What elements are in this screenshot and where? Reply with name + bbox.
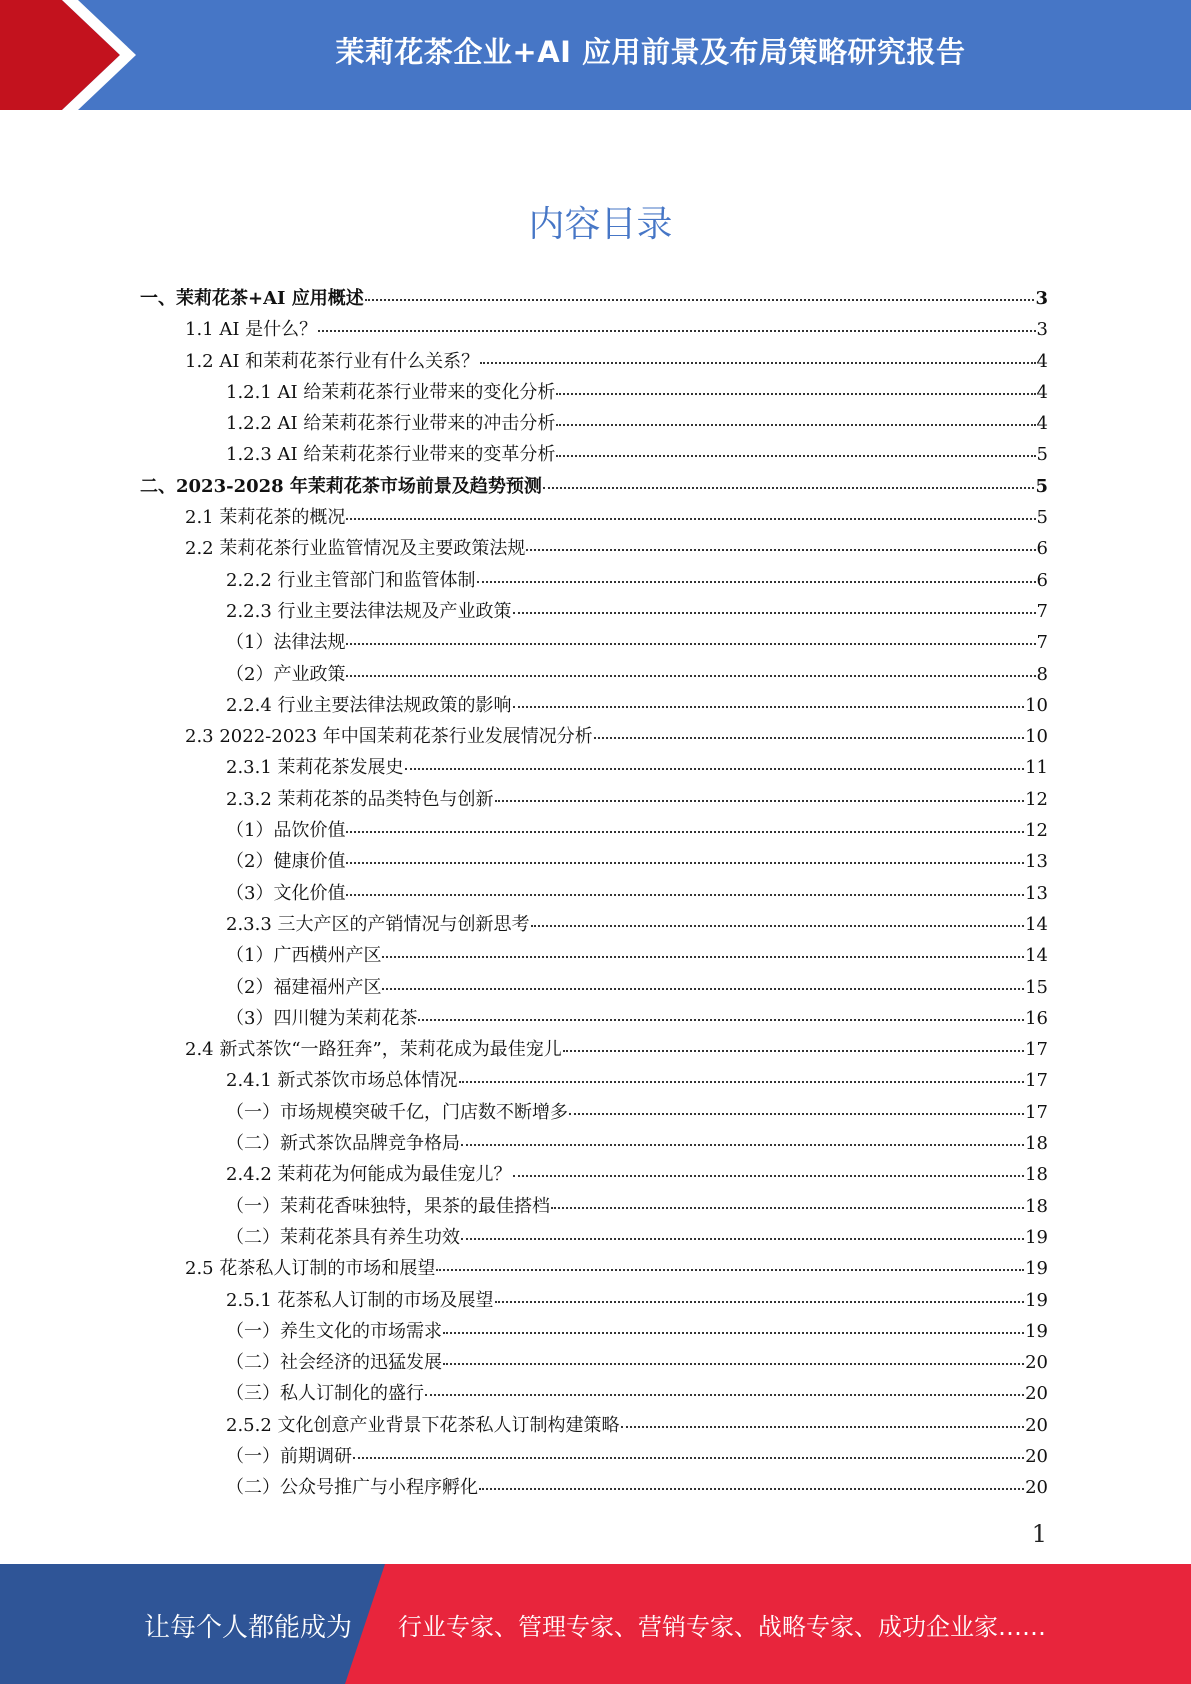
toc-entry[interactable] (140, 1223, 1048, 1254)
toc-entry-label: 1.2.1 AI 给茉莉花茶行业带来的变化分析 (226, 381, 556, 403)
toc-leader-dots (346, 830, 1024, 833)
toc-entry[interactable] (140, 440, 1048, 471)
toc-entry[interactable] (140, 409, 1048, 440)
toc-entry[interactable] (140, 753, 1048, 784)
toc-leader-dots (477, 580, 1036, 583)
toc-entry-label: 2.3.1 茉莉花茶发展史 (226, 757, 404, 779)
toc-leader-dots (569, 1112, 1024, 1115)
toc-leader-dots (621, 1425, 1025, 1428)
toc-leader-dots (513, 705, 1025, 708)
toc-entry-label: 1.2 AI 和茉莉花茶行业有什么关系？ (185, 350, 480, 372)
toc-entry-page: 3 (1036, 319, 1048, 341)
toc-entry[interactable] (140, 534, 1048, 565)
toc-leader-dots (443, 1362, 1024, 1365)
toc-leader-dots (513, 611, 1036, 614)
toc-leader-dots (346, 861, 1024, 864)
toc-entry-label: （二）新式茶饮品牌竞争格局 (226, 1133, 460, 1155)
toc-entry[interactable] (140, 1348, 1048, 1379)
toc-entry[interactable] (140, 1254, 1048, 1285)
toc-entry-label: （二）茉莉花茶具有养生功效 (226, 1226, 460, 1248)
toc-entry-label: 2.5 花茶私人订制的市场和展望 (185, 1258, 436, 1280)
toc-leader-dots (479, 1487, 1024, 1490)
toc-leader-dots (425, 1393, 1024, 1396)
toc-leader-dots (436, 1268, 1024, 1271)
toc-entry-page: 20 (1025, 1414, 1048, 1436)
toc-entry-page: 19 (1025, 1258, 1048, 1280)
toc-entry-page: 16 (1025, 1007, 1048, 1029)
toc-entry[interactable] (140, 847, 1048, 878)
report-title: 茉莉花茶企业+AI 应用前景及布局策略研究报告 (335, 35, 966, 69)
toc-entry-label: 一、茉莉花茶+AI 应用概述 (140, 288, 364, 309)
toc-entry-page: 20 (1025, 1383, 1048, 1405)
toc-entry-page: 17 (1025, 1101, 1048, 1123)
toc-entry-label: 2.4 新式茶饮“一路狂奔”，茉莉花成为最佳宠儿 (185, 1039, 562, 1061)
toc-leader-dots (346, 642, 1035, 645)
toc-entry[interactable] (140, 973, 1048, 1004)
toc-leader-dots (461, 1143, 1024, 1146)
toc-entry-page: 15 (1025, 976, 1048, 998)
toc-entry[interactable] (140, 566, 1048, 597)
toc-entry-label: 2.2.4 行业主要法律法规政策的影响 (226, 694, 512, 716)
toc-entry-page: 4 (1036, 413, 1048, 435)
toc-entry[interactable] (140, 1379, 1048, 1410)
toc-leader-dots (556, 392, 1035, 395)
toc-entry-page: 19 (1025, 1226, 1048, 1248)
toc-entry-label: 1.2.2 AI 给茉莉花茶行业带来的冲击分析 (226, 413, 556, 435)
toc-leader-dots (531, 924, 1025, 927)
toc-entry[interactable] (140, 879, 1048, 910)
toc-entry-label: 2.4.1 新式茶饮市场总体情况 (226, 1070, 458, 1092)
toc-entry-label: 二、2023-2028 年茉莉花茶市场前景及趋势预测 (140, 475, 542, 497)
toc-entry-label: 2.5.1 花茶私人订制的市场及展望 (226, 1289, 494, 1311)
toc-entry-page: 7 (1036, 600, 1048, 622)
toc-entry-label: 2.2 茉莉花茶行业监管情况及主要政策法规 (185, 538, 526, 560)
toc-entry[interactable] (140, 1098, 1048, 1129)
toc-entry-page: 11 (1025, 757, 1048, 779)
toc-entry[interactable] (140, 1442, 1048, 1473)
toc-entry[interactable] (140, 472, 1048, 503)
toc-entry-page: 14 (1025, 945, 1048, 967)
toc-entry-label: 2.3.2 茉莉花茶的品类特色与创新 (226, 788, 494, 810)
toc-leader-dots (556, 454, 1035, 457)
toc-entry[interactable] (140, 1411, 1048, 1442)
table-of-contents (140, 284, 1048, 1505)
toc-entry[interactable] (140, 628, 1048, 659)
toc-leader-dots (405, 767, 1025, 770)
toc-entry[interactable] (140, 503, 1048, 534)
toc-entry-page: 17 (1025, 1039, 1048, 1061)
toc-entry-page: 19 (1025, 1289, 1048, 1311)
toc-entry[interactable] (140, 1004, 1048, 1035)
toc-entry-page: 18 (1025, 1195, 1048, 1217)
toc-entry-page: 4 (1036, 381, 1048, 403)
toc-entry[interactable] (140, 1317, 1048, 1348)
toc-entry[interactable] (140, 378, 1048, 409)
toc-entry-page: 14 (1025, 913, 1048, 935)
toc-entry[interactable] (140, 1286, 1048, 1317)
toc-entry-label: （一）养生文化的市场需求 (226, 1320, 442, 1342)
header-band (0, 0, 1191, 110)
toc-leader-dots (365, 298, 1035, 301)
toc-leader-dots (418, 1018, 1024, 1021)
toc-leader-dots (353, 1456, 1024, 1459)
toc-entry-page: 5 (1036, 507, 1048, 529)
toc-leader-dots (346, 517, 1035, 520)
toc-entry-label: （三）私人订制化的盛行 (226, 1383, 424, 1405)
toc-entry[interactable] (140, 284, 1048, 315)
footer-slogan-right: 行业专家、管理专家、营销专家、战略专家、成功企业家…… (398, 1613, 1046, 1641)
footer-band (0, 1564, 1191, 1684)
toc-entry-label: （3）四川犍为茉莉花茶 (226, 1007, 418, 1029)
toc-entry-page: 10 (1025, 726, 1048, 748)
toc-entry[interactable] (140, 785, 1048, 816)
toc-leader-dots (382, 955, 1024, 958)
toc-leader-dots (346, 674, 1035, 677)
toc-entry-label: （一）前期调研 (226, 1445, 352, 1467)
toc-entry[interactable] (140, 1192, 1048, 1223)
toc-leader-dots (346, 893, 1024, 896)
toc-leader-dots (513, 1174, 1025, 1177)
toc-leader-dots (382, 987, 1024, 990)
toc-entry-label: （一）市场规模突破千亿，门店数不断增多 (226, 1101, 568, 1123)
toc-entry-label: 1.2.3 AI 给茉莉花茶行业带来的变革分析 (226, 444, 556, 466)
toc-entry-page: 10 (1025, 694, 1048, 716)
toc-entry[interactable] (140, 691, 1048, 722)
toc-entry-label: 2.2.3 行业主要法律法规及产业政策 (226, 600, 512, 622)
toc-entry-label: 2.2.2 行业主管部门和监管体制 (226, 569, 476, 591)
toc-entry-page: 20 (1025, 1352, 1048, 1374)
toc-entry-page: 13 (1025, 851, 1048, 873)
toc-entry-label: （1）广西横州产区 (226, 945, 382, 967)
toc-heading: 内容目录 (528, 204, 673, 245)
toc-entry-label: 2.3 2022-2023 年中国茉莉花茶行业发展情况分析 (185, 726, 593, 748)
toc-entry[interactable] (140, 941, 1048, 972)
toc-leader-dots (556, 423, 1035, 426)
toc-entry[interactable] (140, 1473, 1048, 1504)
toc-entry-label: 2.4.2 茉莉花为何能成为最佳宠儿？ (226, 1164, 512, 1186)
toc-entry-page: 7 (1036, 632, 1048, 654)
toc-entry[interactable] (140, 1129, 1048, 1160)
toc-entry-page: 20 (1025, 1477, 1048, 1499)
toc-entry[interactable] (140, 347, 1048, 378)
toc-leader-dots (563, 1049, 1024, 1052)
toc-entry-label: （一）茉莉花香味独特，果茶的最佳搭档 (226, 1195, 550, 1217)
toc-entry-page: 17 (1025, 1070, 1048, 1092)
toc-entry[interactable] (140, 816, 1048, 847)
toc-entry-label: 2.1 茉莉花茶的概况 (185, 507, 346, 529)
page-number: 1 (1031, 1520, 1047, 1548)
toc-entry-label: （1）品饮价值 (226, 820, 346, 842)
toc-entry-label: 2.5.2 文化创意产业背景下花茶私人订制构建策略 (226, 1414, 620, 1436)
toc-entry-label: （2）福建福州产区 (226, 976, 382, 998)
toc-leader-dots (443, 1331, 1024, 1334)
toc-leader-dots (551, 1206, 1024, 1209)
toc-entry-page: 18 (1025, 1164, 1048, 1186)
toc-entry-label: （3）文化价值 (226, 882, 346, 904)
toc-leader-dots (495, 799, 1025, 802)
toc-leader-dots (459, 1080, 1025, 1083)
toc-entry[interactable] (140, 660, 1048, 691)
toc-entry[interactable] (140, 910, 1048, 941)
toc-leader-dots (495, 1300, 1025, 1303)
toc-entry-page: 13 (1025, 882, 1048, 904)
toc-entry-label: 2.3.3 三大产区的产销情况与创新思考 (226, 913, 530, 935)
toc-entry-page: 5 (1036, 444, 1048, 466)
toc-leader-dots (480, 361, 1035, 364)
toc-entry-page: 12 (1025, 820, 1048, 842)
toc-entry[interactable] (140, 1066, 1048, 1097)
toc-entry[interactable] (140, 315, 1048, 346)
toc-entry-page: 6 (1036, 538, 1048, 560)
toc-entry-page: 20 (1025, 1445, 1048, 1467)
toc-leader-dots (594, 736, 1024, 739)
toc-entry-page: 3 (1035, 288, 1048, 309)
toc-entry[interactable] (140, 1035, 1048, 1066)
toc-leader-dots (461, 1237, 1024, 1240)
footer-slogan-left: 让每个人都能成为 (144, 1613, 353, 1643)
toc-leader-dots (526, 548, 1035, 551)
toc-leader-dots (543, 486, 1035, 489)
toc-entry[interactable] (140, 597, 1048, 628)
toc-entry-label: 1.1 AI 是什么？ (185, 319, 318, 341)
toc-entry-page: 12 (1025, 788, 1048, 810)
toc-leader-dots (318, 329, 1035, 332)
toc-entry-label: （二）公众号推广与小程序孵化 (226, 1477, 478, 1499)
toc-entry-label: （1）法律法规 (226, 632, 346, 654)
toc-entry-page: 19 (1025, 1320, 1048, 1342)
toc-entry-label: （2）健康价值 (226, 851, 346, 873)
toc-entry-page: 8 (1036, 663, 1048, 685)
toc-entry-page: 4 (1036, 350, 1048, 372)
toc-entry-page: 6 (1036, 569, 1048, 591)
toc-entry-label: （二）社会经济的迅猛发展 (226, 1352, 442, 1374)
toc-entry-page: 5 (1035, 475, 1048, 497)
toc-entry-page: 18 (1025, 1133, 1048, 1155)
toc-entry[interactable] (140, 722, 1048, 753)
toc-entry-label: （2）产业政策 (226, 663, 346, 685)
toc-entry[interactable] (140, 1160, 1048, 1191)
